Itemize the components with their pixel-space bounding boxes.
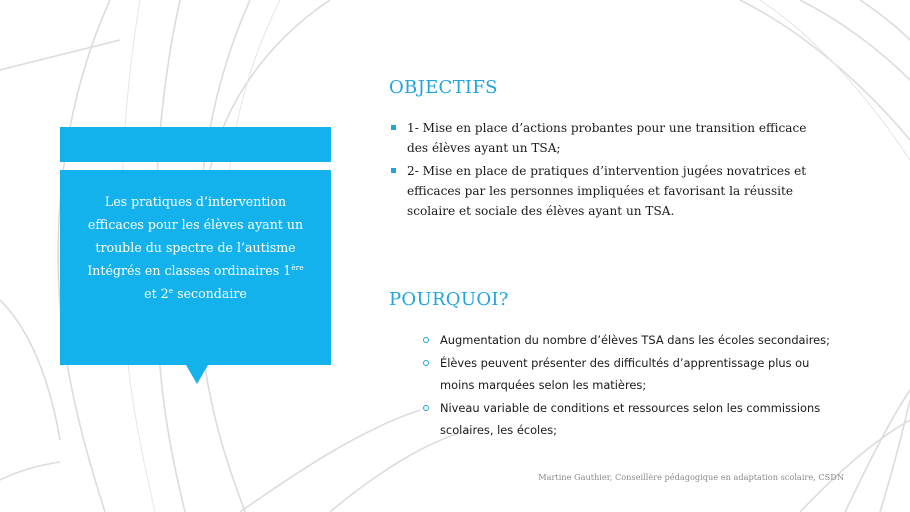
circle-bullet-icon xyxy=(423,337,429,343)
list-item xyxy=(422,329,842,352)
list-item-line: moins marquées selon les matières; xyxy=(440,378,647,392)
list-item-line: Niveau variable de conditions et ressources selon les commissions xyxy=(440,400,821,415)
circle-bullet-icon xyxy=(423,405,429,411)
callout-line: trouble du spectre de l’autisme xyxy=(95,240,296,255)
callout-line: efficaces pour les élèves ayant un xyxy=(87,217,304,232)
callout-line xyxy=(74,282,317,305)
square-bullet-icon xyxy=(391,168,396,173)
callout-pointer xyxy=(186,365,208,384)
footer-credit: Martine Gauthier, Conseillère pédagogique en adaptation scolaire, CSDN xyxy=(538,472,844,482)
objectifs-list xyxy=(390,118,850,224)
list-item-line: efficaces par les personnes impliquées et favorisant la réussite xyxy=(407,184,794,198)
list-item-line: scolaire et sociale des élèves ayant un TSA. xyxy=(407,204,675,218)
list-item xyxy=(422,397,842,442)
callout-text: Intégrés en classes ordinaires 1 xyxy=(87,263,292,278)
list-item-line: des élèves ayant un TSA; xyxy=(407,141,561,155)
callout-superscript: e xyxy=(168,285,174,295)
square-bullet-icon xyxy=(391,125,396,130)
list-item-line: Augmentation du nombre d’élèves TSA dans les écoles secondaires; xyxy=(440,333,830,347)
list-item xyxy=(390,161,850,221)
pourquoi-heading: POURQUOI? xyxy=(389,289,509,310)
callout-text: et 2 xyxy=(144,286,169,301)
pourquoi-list xyxy=(422,329,842,442)
callout-superscript: ère xyxy=(291,262,304,272)
objectifs-heading: OBJECTIFS xyxy=(389,77,498,98)
list-item-line: scolaires, les écoles; xyxy=(440,423,558,437)
callout-line xyxy=(74,259,317,282)
circle-bullet-icon xyxy=(423,360,429,366)
title-callout-box xyxy=(60,170,331,365)
list-item xyxy=(390,118,850,158)
callout-line: Les pratiques d’intervention xyxy=(104,194,287,209)
list-item-line: 1- Mise en place d’actions probantes pour une transition efficace xyxy=(407,121,807,135)
accent-band xyxy=(60,127,331,162)
list-item-line: 2- Mise en place de pratiques d’intervention jugées novatrices et xyxy=(407,164,807,178)
callout-text: secondaire xyxy=(173,286,247,301)
list-item xyxy=(422,352,842,397)
list-item-line: Élèves peuvent présenter des difficultés d’apprentissage plus ou xyxy=(440,355,810,370)
